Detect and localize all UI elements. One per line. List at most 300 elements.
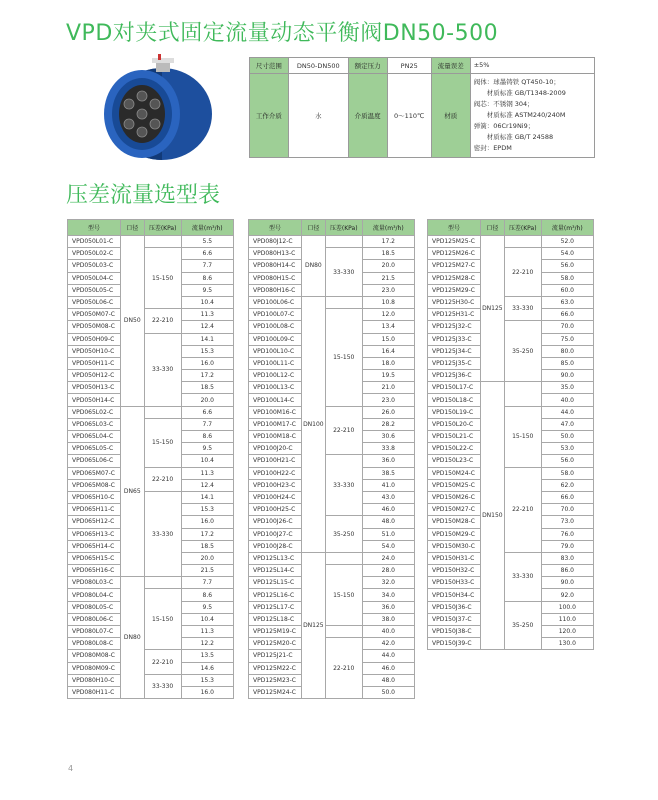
model-cell: VPD150J39-C — [428, 638, 481, 650]
table-row — [68, 589, 234, 601]
model-cell: VPD150H34-C — [428, 589, 481, 601]
column-header: 型号 — [249, 220, 302, 236]
model-cell: VPD150J36-C — [428, 601, 481, 613]
flow-cell: 120.0 — [541, 626, 593, 638]
model-cell: VPD080H16-C — [249, 284, 302, 296]
flow-cell: 66.0 — [541, 309, 593, 321]
table-row — [428, 321, 594, 333]
flow-cell: 33.8 — [362, 443, 414, 455]
flow-cell: 19.5 — [362, 370, 414, 382]
model-cell: VPD050L03-C — [68, 260, 121, 272]
model-cell: VPD100L07-C — [249, 309, 302, 321]
pressure-cell: 15-150 — [504, 406, 541, 467]
model-cell: VPD050H12-C — [68, 370, 121, 382]
flow-cell: 21.5 — [181, 565, 233, 577]
model-cell: VPD150M27-C — [428, 504, 481, 516]
table-row — [68, 406, 234, 418]
model-cell: VPD125L14-C — [249, 565, 302, 577]
model-cell: VPD065H13-C — [68, 528, 121, 540]
model-cell: VPD150L19-C — [428, 406, 481, 418]
table-row — [249, 296, 415, 308]
pressure-cell — [144, 236, 181, 248]
flow-cell: 7.7 — [181, 418, 233, 430]
table-row — [428, 601, 594, 613]
flow-cell: 28.2 — [362, 418, 414, 430]
pressure-cell — [144, 577, 181, 589]
model-cell: VPD100J26-C — [249, 516, 302, 528]
model-cell: VPD080H13-C — [249, 248, 302, 260]
model-cell: VPD150H33-C — [428, 577, 481, 589]
model-cell: VPD100L06-C — [249, 296, 302, 308]
model-cell: VPD100M18-C — [249, 431, 302, 443]
model-cell: VPD100H25-C — [249, 504, 302, 516]
flow-cell: 21.5 — [362, 272, 414, 284]
flow-cell: 15.3 — [181, 504, 233, 516]
table-row — [249, 248, 415, 260]
model-cell: VPD065M07-C — [68, 467, 121, 479]
flow-cell: 79.0 — [541, 540, 593, 552]
model-cell: VPD100H23-C — [249, 479, 302, 491]
model-cell: VPD125M29-C — [428, 284, 481, 296]
model-cell: VPD065L05-C — [68, 443, 121, 455]
model-cell: VPD150M24-C — [428, 467, 481, 479]
pressure-cell — [144, 406, 181, 418]
flow-cell: 16.0 — [181, 357, 233, 369]
flow-cell: 44.0 — [362, 650, 414, 662]
model-cell: VPD125M22-C — [249, 662, 302, 674]
flow-cell: 12.0 — [362, 309, 414, 321]
flow-cell: 23.0 — [362, 284, 414, 296]
table-row — [68, 674, 234, 686]
pressure-cell: 15-150 — [144, 248, 181, 309]
flow-cell: 43.0 — [362, 491, 414, 503]
model-cell: VPD065H14-C — [68, 540, 121, 552]
model-cell: VPD050H11-C — [68, 357, 121, 369]
spec-value: DN50-DN500 — [288, 58, 348, 74]
flow-cell: 9.5 — [181, 601, 233, 613]
model-cell: VPD100H21-C — [249, 455, 302, 467]
model-cell: VPD125M26-C — [428, 248, 481, 260]
model-cell: VPD100L10-C — [249, 345, 302, 357]
model-cell: VPD150L18-C — [428, 394, 481, 406]
model-cell: VPD125M27-C — [428, 260, 481, 272]
flow-cell: 15.3 — [181, 345, 233, 357]
pressure-cell — [325, 552, 362, 564]
model-cell: VPD125J36-C — [428, 370, 481, 382]
table-row — [68, 491, 234, 503]
column-header: 压差(KPa) — [325, 220, 362, 236]
column-header: 口径 — [120, 220, 144, 236]
table-row — [68, 248, 234, 260]
flow-cell: 11.3 — [181, 309, 233, 321]
model-cell: VPD150M25-C — [428, 479, 481, 491]
flow-cell: 62.0 — [541, 479, 593, 491]
model-cell: VPD125L17-C — [249, 601, 302, 613]
model-cell: VPD080H11-C — [68, 686, 121, 698]
flow-cell: 8.6 — [181, 272, 233, 284]
flow-cell: 23.0 — [362, 394, 414, 406]
pressure-cell: 22-210 — [144, 309, 181, 333]
pressure-cell: 22-210 — [144, 467, 181, 491]
table-row — [249, 565, 415, 577]
model-cell: VPD050H14-C — [68, 394, 121, 406]
model-cell: VPD080M09-C — [68, 662, 121, 674]
model-cell: VPD125J32-C — [428, 321, 481, 333]
spec-label: 额定压力 — [348, 58, 387, 74]
model-cell: VPD150L22-C — [428, 443, 481, 455]
flow-cell: 35.0 — [541, 382, 593, 394]
model-cell: VPD065M08-C — [68, 479, 121, 491]
model-cell: VPD100M17-C — [249, 418, 302, 430]
flow-cell: 8.6 — [181, 589, 233, 601]
size-cell: DN125 — [480, 236, 504, 382]
spec-value: ±5% — [470, 58, 594, 74]
table-row — [68, 236, 234, 248]
spec-table — [249, 57, 595, 158]
table-row — [428, 236, 594, 248]
pressure-cell: 35-250 — [325, 516, 362, 553]
table-row — [428, 248, 594, 260]
flow-cell: 17.2 — [181, 370, 233, 382]
flow-cell: 10.8 — [362, 296, 414, 308]
pressure-cell: 33-330 — [144, 491, 181, 576]
table-row — [428, 552, 594, 564]
valve-image — [96, 52, 214, 164]
flow-cell: 51.0 — [362, 528, 414, 540]
model-cell: VPD150L21-C — [428, 431, 481, 443]
model-cell: VPD100J28-C — [249, 540, 302, 552]
flow-cell: 86.0 — [541, 565, 593, 577]
model-cell: VPD125J34-C — [428, 345, 481, 357]
model-cell: VPD065H16-C — [68, 565, 121, 577]
model-cell: VPD080H10-C — [68, 674, 121, 686]
model-cell: VPD125H31-C — [428, 309, 481, 321]
flow-cell: 26.0 — [362, 406, 414, 418]
spec-label: 工作介质 — [250, 74, 289, 158]
flow-cell: 20.0 — [181, 394, 233, 406]
model-cell: VPD100H22-C — [249, 467, 302, 479]
model-cell: VPD065H15-C — [68, 552, 121, 564]
material-list — [470, 74, 594, 158]
pressure-cell — [504, 236, 541, 248]
model-cell: VPD050H10-C — [68, 345, 121, 357]
flow-cell: 70.0 — [541, 504, 593, 516]
table-row — [428, 382, 594, 394]
table-row — [68, 333, 234, 345]
model-cell: VPD150M30-C — [428, 540, 481, 552]
model-cell: VPD125M19-C — [249, 626, 302, 638]
size-cell: DN125 — [301, 552, 325, 698]
model-cell: VPD150J37-C — [428, 613, 481, 625]
flow-cell: 12.2 — [181, 638, 233, 650]
flow-cell: 56.0 — [541, 260, 593, 272]
flow-cell: 75.0 — [541, 333, 593, 345]
pressure-cell — [325, 236, 362, 248]
flow-cell: 85.0 — [541, 357, 593, 369]
pressure-cell: 33-330 — [325, 248, 362, 297]
flow-cell: 21.0 — [362, 382, 414, 394]
model-cell: VPD125L13-C — [249, 552, 302, 564]
pressure-cell: 33-330 — [504, 296, 541, 320]
flow-cell: 80.0 — [541, 345, 593, 357]
flow-cell: 92.0 — [541, 589, 593, 601]
flow-cell: 54.0 — [362, 540, 414, 552]
flow-cell: 54.0 — [541, 248, 593, 260]
selection-table — [67, 219, 234, 699]
column-header: 流量(m³/h) — [362, 220, 414, 236]
column-header: 型号 — [428, 220, 481, 236]
model-cell: VPD050L04-C — [68, 272, 121, 284]
material-line: 密封：EPDM — [473, 144, 512, 152]
model-cell: VPD080L04-C — [68, 589, 121, 601]
model-cell: VPD065L06-C — [68, 455, 121, 467]
flow-cell: 12.4 — [181, 321, 233, 333]
flow-cell: 18.5 — [181, 382, 233, 394]
flow-cell: 73.0 — [541, 516, 593, 528]
table-row — [249, 406, 415, 418]
model-cell: VPD080H15-C — [249, 272, 302, 284]
page-number: 4 — [68, 764, 74, 773]
flow-cell: 38.5 — [362, 467, 414, 479]
material-line: 阀体：球墨铸铁 QT450-10； — [473, 78, 560, 86]
flow-cell: 18.5 — [362, 248, 414, 260]
pressure-cell: 35-250 — [504, 321, 541, 382]
flow-cell: 15.0 — [362, 333, 414, 345]
model-cell: VPD050M07-C — [68, 309, 121, 321]
model-cell: VPD100M16-C — [249, 406, 302, 418]
model-cell: VPD125M24-C — [249, 686, 302, 698]
table-row — [68, 309, 234, 321]
pressure-cell — [325, 626, 362, 638]
pressure-cell: 22-210 — [325, 406, 362, 455]
flow-cell: 20.0 — [181, 552, 233, 564]
pressure-cell: 33-330 — [144, 333, 181, 406]
flow-cell: 8.6 — [181, 431, 233, 443]
column-header: 流量(m³/h) — [181, 220, 233, 236]
flow-cell: 100.0 — [541, 601, 593, 613]
model-cell: VPD065H10-C — [68, 491, 121, 503]
flow-cell: 30.6 — [362, 431, 414, 443]
pressure-cell: 22-210 — [504, 467, 541, 552]
section-title: 压差流量选型表 — [66, 183, 221, 208]
flow-cell: 32.0 — [362, 577, 414, 589]
flow-cell: 58.0 — [541, 467, 593, 479]
flow-cell: 6.6 — [181, 248, 233, 260]
column-header: 口径 — [301, 220, 325, 236]
model-cell: VPD100H24-C — [249, 491, 302, 503]
model-cell: VPD080L07-C — [68, 626, 121, 638]
flow-cell: 42.0 — [362, 638, 414, 650]
flow-cell: 60.0 — [541, 284, 593, 296]
model-cell: VPD050L01-C — [68, 236, 121, 248]
model-cell: VPD125L16-C — [249, 589, 302, 601]
flow-cell: 10.4 — [181, 613, 233, 625]
model-cell: VPD125L15-C — [249, 577, 302, 589]
flow-cell: 11.3 — [181, 626, 233, 638]
flow-cell: 70.0 — [541, 321, 593, 333]
size-cell: DN150 — [480, 382, 504, 650]
model-cell: VPD125J21-C — [249, 650, 302, 662]
model-cell: VPD100L11-C — [249, 357, 302, 369]
model-cell: VPD150H32-C — [428, 565, 481, 577]
flow-cell: 7.7 — [181, 577, 233, 589]
flow-cell: 18.5 — [181, 540, 233, 552]
column-header: 压差(KPa) — [504, 220, 541, 236]
model-cell: VPD100L12-C — [249, 370, 302, 382]
model-cell: VPD080L03-C — [68, 577, 121, 589]
model-cell: VPD125M25-C — [428, 236, 481, 248]
page-title: VPD对夹式固定流量动态平衡阀DN50-500 — [66, 21, 499, 46]
selection-table — [248, 219, 415, 699]
pressure-cell: 22-210 — [144, 650, 181, 674]
flow-cell: 44.0 — [541, 406, 593, 418]
model-cell: VPD150J38-C — [428, 626, 481, 638]
flow-cell: 36.0 — [362, 601, 414, 613]
flow-cell: 90.0 — [541, 370, 593, 382]
flow-cell: 47.0 — [541, 418, 593, 430]
pressure-cell: 15-150 — [325, 565, 362, 626]
flow-cell: 20.0 — [362, 260, 414, 272]
flow-cell: 9.5 — [181, 284, 233, 296]
model-cell: VPD050H09-C — [68, 333, 121, 345]
table-row — [249, 638, 415, 650]
spec-label: 介质温度 — [348, 74, 387, 158]
size-cell: DN100 — [301, 296, 325, 552]
table-row — [249, 455, 415, 467]
pressure-cell: 15-150 — [144, 589, 181, 650]
flow-cell: 11.3 — [181, 467, 233, 479]
flow-cell: 16.4 — [362, 345, 414, 357]
flow-cell: 48.0 — [362, 516, 414, 528]
model-cell: VPD080H14-C — [249, 260, 302, 272]
column-header: 型号 — [68, 220, 121, 236]
flow-cell: 66.0 — [541, 491, 593, 503]
flow-cell: 83.0 — [541, 552, 593, 564]
model-cell: VPD080L06-C — [68, 613, 121, 625]
model-cell: VPD050M08-C — [68, 321, 121, 333]
model-cell: VPD125L18-C — [249, 613, 302, 625]
model-cell: VPD150L23-C — [428, 455, 481, 467]
pressure-cell: 15-150 — [325, 309, 362, 407]
pressure-cell: 33-330 — [144, 674, 181, 698]
table-row — [249, 236, 415, 248]
flow-cell: 24.0 — [362, 552, 414, 564]
model-cell: VPD065L03-C — [68, 418, 121, 430]
flow-cell: 76.0 — [541, 528, 593, 540]
flow-cell: 41.0 — [362, 479, 414, 491]
column-header: 口径 — [480, 220, 504, 236]
model-cell: VPD080L08-C — [68, 638, 121, 650]
flow-cell: 34.0 — [362, 589, 414, 601]
model-cell: VPD065H11-C — [68, 504, 121, 516]
flow-cell: 7.7 — [181, 260, 233, 272]
size-cell: DN80 — [301, 236, 325, 297]
pressure-cell: 22-210 — [325, 638, 362, 699]
model-cell: VPD080M08-C — [68, 650, 121, 662]
flow-cell: 12.4 — [181, 479, 233, 491]
model-cell: VPD125M23-C — [249, 674, 302, 686]
flow-cell: 16.0 — [181, 686, 233, 698]
flow-cell: 38.0 — [362, 613, 414, 625]
model-cell: VPD150M29-C — [428, 528, 481, 540]
model-cell: VPD150H31-C — [428, 552, 481, 564]
flow-cell: 40.0 — [362, 626, 414, 638]
table-row — [68, 418, 234, 430]
flow-cell: 46.0 — [362, 504, 414, 516]
spec-label: 材质 — [431, 74, 470, 158]
spec-value: 水 — [288, 74, 348, 158]
flow-cell: 52.0 — [541, 236, 593, 248]
pressure-cell: 22-210 — [504, 248, 541, 297]
model-cell: VPD050L05-C — [68, 284, 121, 296]
spec-label: 尺寸范围 — [250, 58, 289, 74]
model-cell: VPD065L04-C — [68, 431, 121, 443]
spec-value: 0～110℃ — [387, 74, 431, 158]
table-row — [249, 626, 415, 638]
material-line: 材质标准 GB/T 24588 — [473, 133, 554, 141]
flow-cell: 13.4 — [362, 321, 414, 333]
flow-cell: 46.0 — [362, 662, 414, 674]
flow-cell: 50.0 — [541, 431, 593, 443]
flow-cell: 10.4 — [181, 455, 233, 467]
material-line: 材质标准 GB/T1348-2009 — [473, 89, 566, 97]
flow-cell: 36.0 — [362, 455, 414, 467]
column-header: 压差(KPa) — [144, 220, 181, 236]
model-cell: VPD125M28-C — [428, 272, 481, 284]
flow-cell: 14.6 — [181, 662, 233, 674]
flow-cell: 16.0 — [181, 516, 233, 528]
pressure-cell: 33-330 — [325, 455, 362, 516]
flow-cell: 58.0 — [541, 272, 593, 284]
table-row — [249, 552, 415, 564]
table-row — [249, 516, 415, 528]
pressure-cell — [504, 382, 541, 406]
flow-cell: 10.4 — [181, 296, 233, 308]
flow-cell: 18.0 — [362, 357, 414, 369]
model-cell: VPD080L05-C — [68, 601, 121, 613]
model-cell: VPD125M20-C — [249, 638, 302, 650]
model-cell: VPD150M26-C — [428, 491, 481, 503]
model-cell: VPD080J12-C — [249, 236, 302, 248]
model-cell: VPD150L17-C — [428, 382, 481, 394]
model-cell: VPD050L06-C — [68, 296, 121, 308]
flow-cell: 6.6 — [181, 406, 233, 418]
flow-cell: 15.3 — [181, 674, 233, 686]
pressure-cell — [325, 296, 362, 308]
flow-cell: 14.1 — [181, 333, 233, 345]
size-cell: DN80 — [120, 577, 144, 699]
pressure-cell: 33-330 — [504, 552, 541, 601]
table-row — [68, 650, 234, 662]
model-cell: VPD100J27-C — [249, 528, 302, 540]
model-cell: VPD150M28-C — [428, 516, 481, 528]
material-line: 材质标准 ASTM240/240M — [473, 111, 566, 119]
flow-cell: 130.0 — [541, 638, 593, 650]
model-cell: VPD125J35-C — [428, 357, 481, 369]
flow-cell: 5.5 — [181, 236, 233, 248]
model-cell: VPD065H12-C — [68, 516, 121, 528]
selection-table — [427, 219, 594, 650]
model-cell: VPD125J33-C — [428, 333, 481, 345]
flow-cell: 40.0 — [541, 394, 593, 406]
model-cell: VPD100L14-C — [249, 394, 302, 406]
flow-cell: 48.0 — [362, 674, 414, 686]
model-cell: VPD100L13-C — [249, 382, 302, 394]
flow-cell: 90.0 — [541, 577, 593, 589]
table-row — [428, 296, 594, 308]
pressure-cell: 15-150 — [144, 418, 181, 467]
flow-cell: 17.2 — [181, 528, 233, 540]
